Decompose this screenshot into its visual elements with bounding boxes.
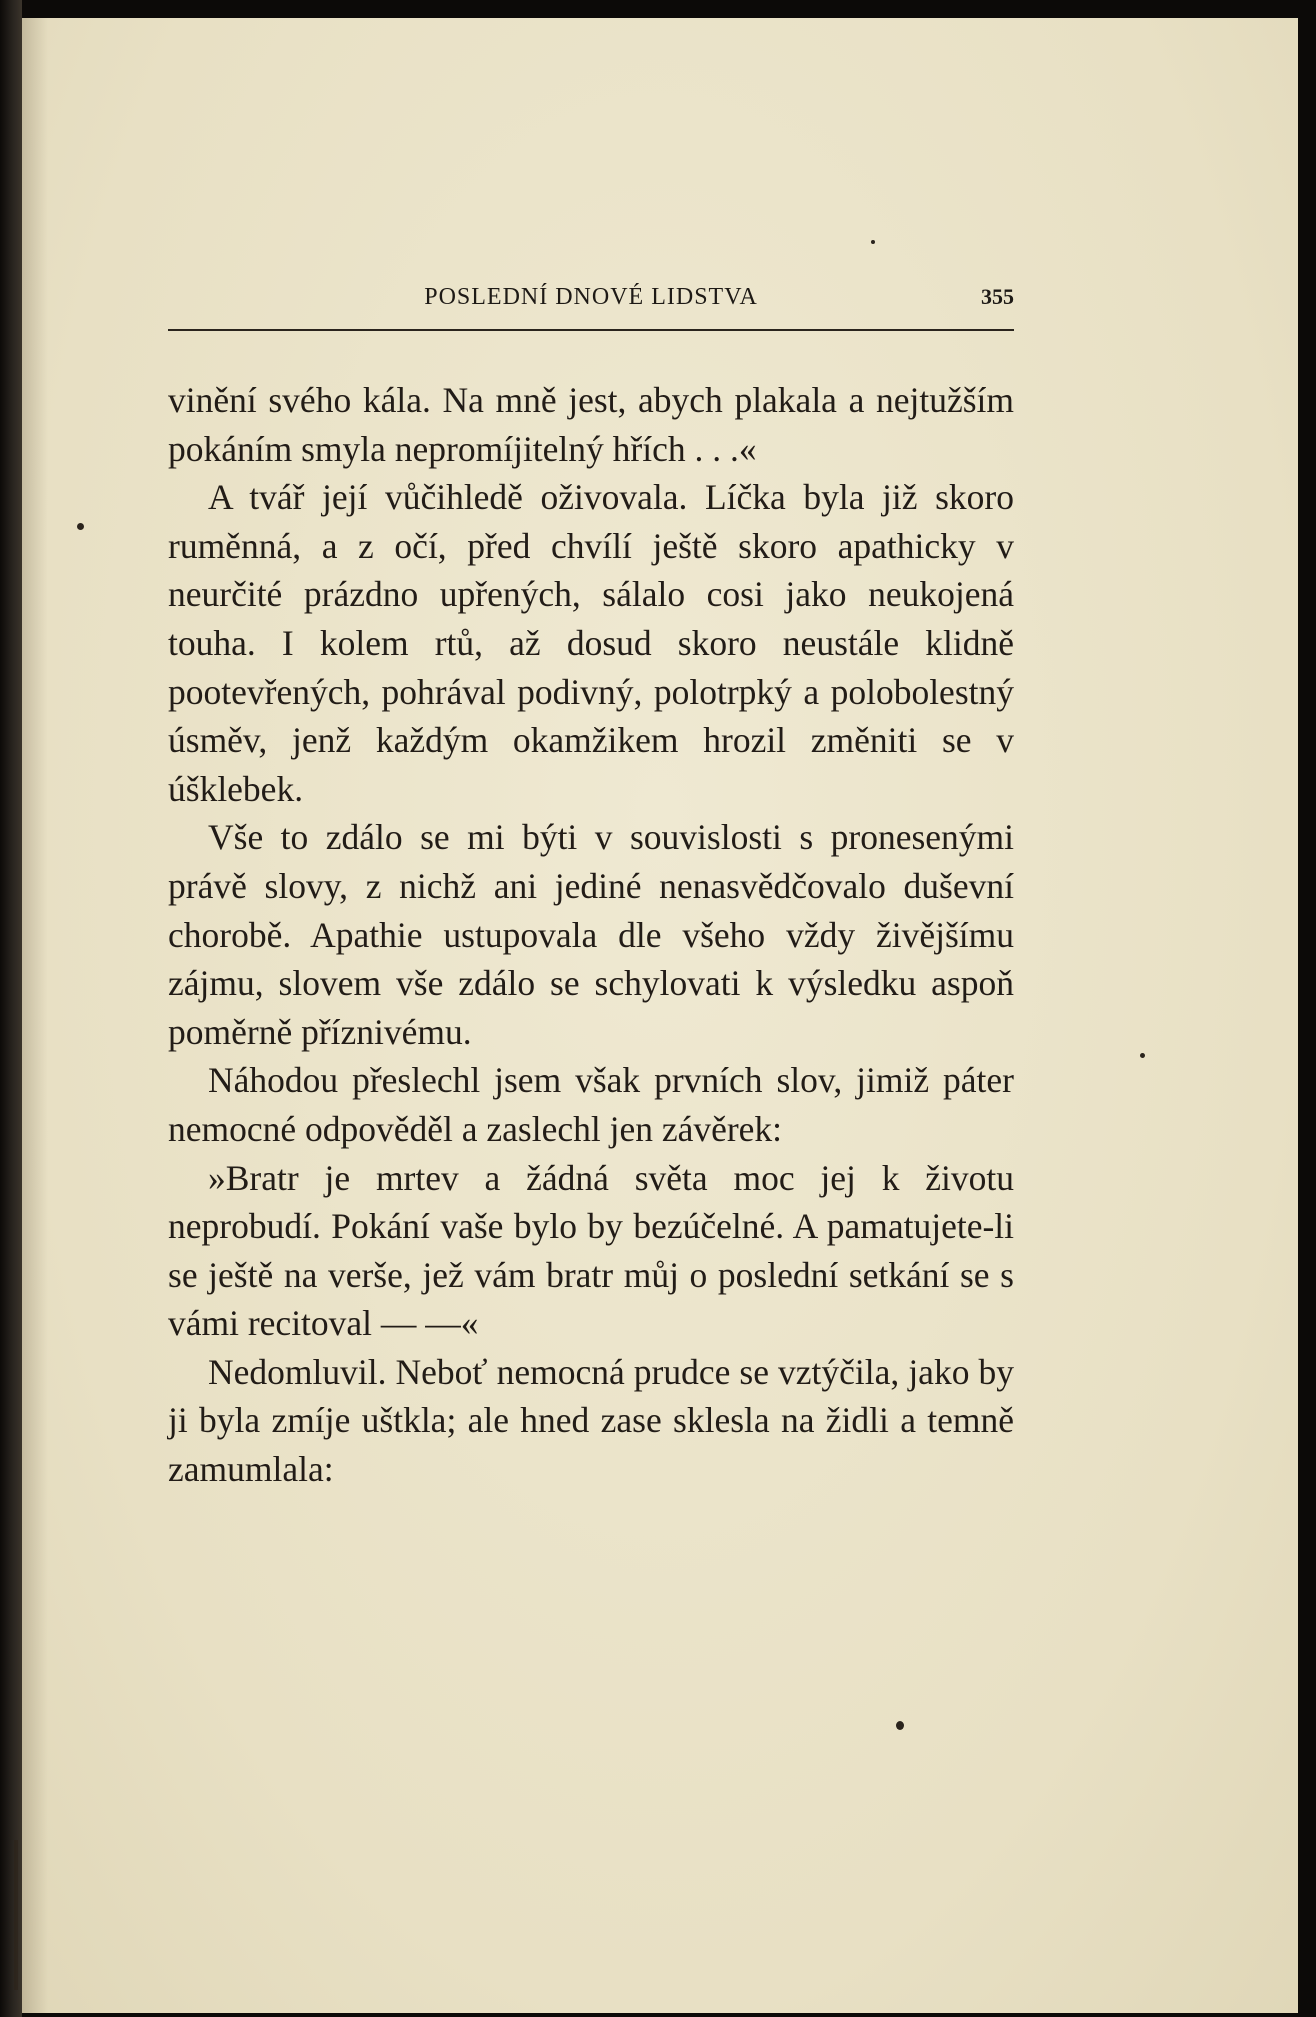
- print-speck: [871, 240, 875, 244]
- print-speck: [1140, 1053, 1145, 1058]
- spine-shadow: [22, 18, 48, 2013]
- paragraph: A tvář její vůčihledě oživovala. Líčka byla již skoro ruměnná, a z očí, před chvílí ještě skoro apathicky v neurčité prázdno upřených, sálalo cosi jako neukojená touha. I kolem rtů, až dosud skoro neustále klidně pootevřených, pohrával podivný, polotrpký a polobolestný úsměv, jenž každým okamžikem hrozil změniti se v úšklebek.: [168, 477, 1014, 809]
- page-body: [168, 376, 1014, 1494]
- print-speck: [77, 523, 84, 530]
- paragraph: Vše to zdálo se mi býti v souvislosti s pronesenými právě slovy, z nichž ani jediné nenasvědčovalo duševní chorobě. Apathie ustupovala dle všeho vždy živějšímu zájmu, slovem vše zdálo se schylovati k výsledku aspoň poměrně příznivému.: [168, 817, 1014, 1052]
- page-number: 355: [981, 284, 1014, 309]
- paragraph: »Bratr je mrtev a žádná světa moc jej k životu neprobudí. Pokání vaše bylo by bezúčelné. A pamatujete-li se ještě na verše, jež vám bratr můj o poslední setkání se s vámi recitoval — —«: [168, 1157, 1014, 1344]
- print-speck: [896, 1721, 904, 1730]
- book-edge: [0, 0, 22, 2017]
- paragraph: Nedomluvil. Neboť nemocná prudce se vztýčila, jako by ji byla zmíje uštkla; ale hned zase sklesla na židli a temně zamumlala:: [168, 1351, 1014, 1490]
- header-rule: [168, 329, 1014, 331]
- running-title: POSLEDNÍ DNOVÉ LIDSTVA: [424, 284, 758, 310]
- paragraph: Náhodou přeslechl jsem však prvních slov, jimiž páter nemocné odpověděl a zaslechl jen závěrek:: [168, 1060, 1014, 1149]
- paragraph: vinění svého kála. Na mně jest, abych plakala a nejtužším pokáním smyla nepromíjitelný hřích . . .«: [168, 380, 1014, 469]
- gutter-mark: [14, 1840, 18, 1990]
- page-header: [168, 278, 1014, 318]
